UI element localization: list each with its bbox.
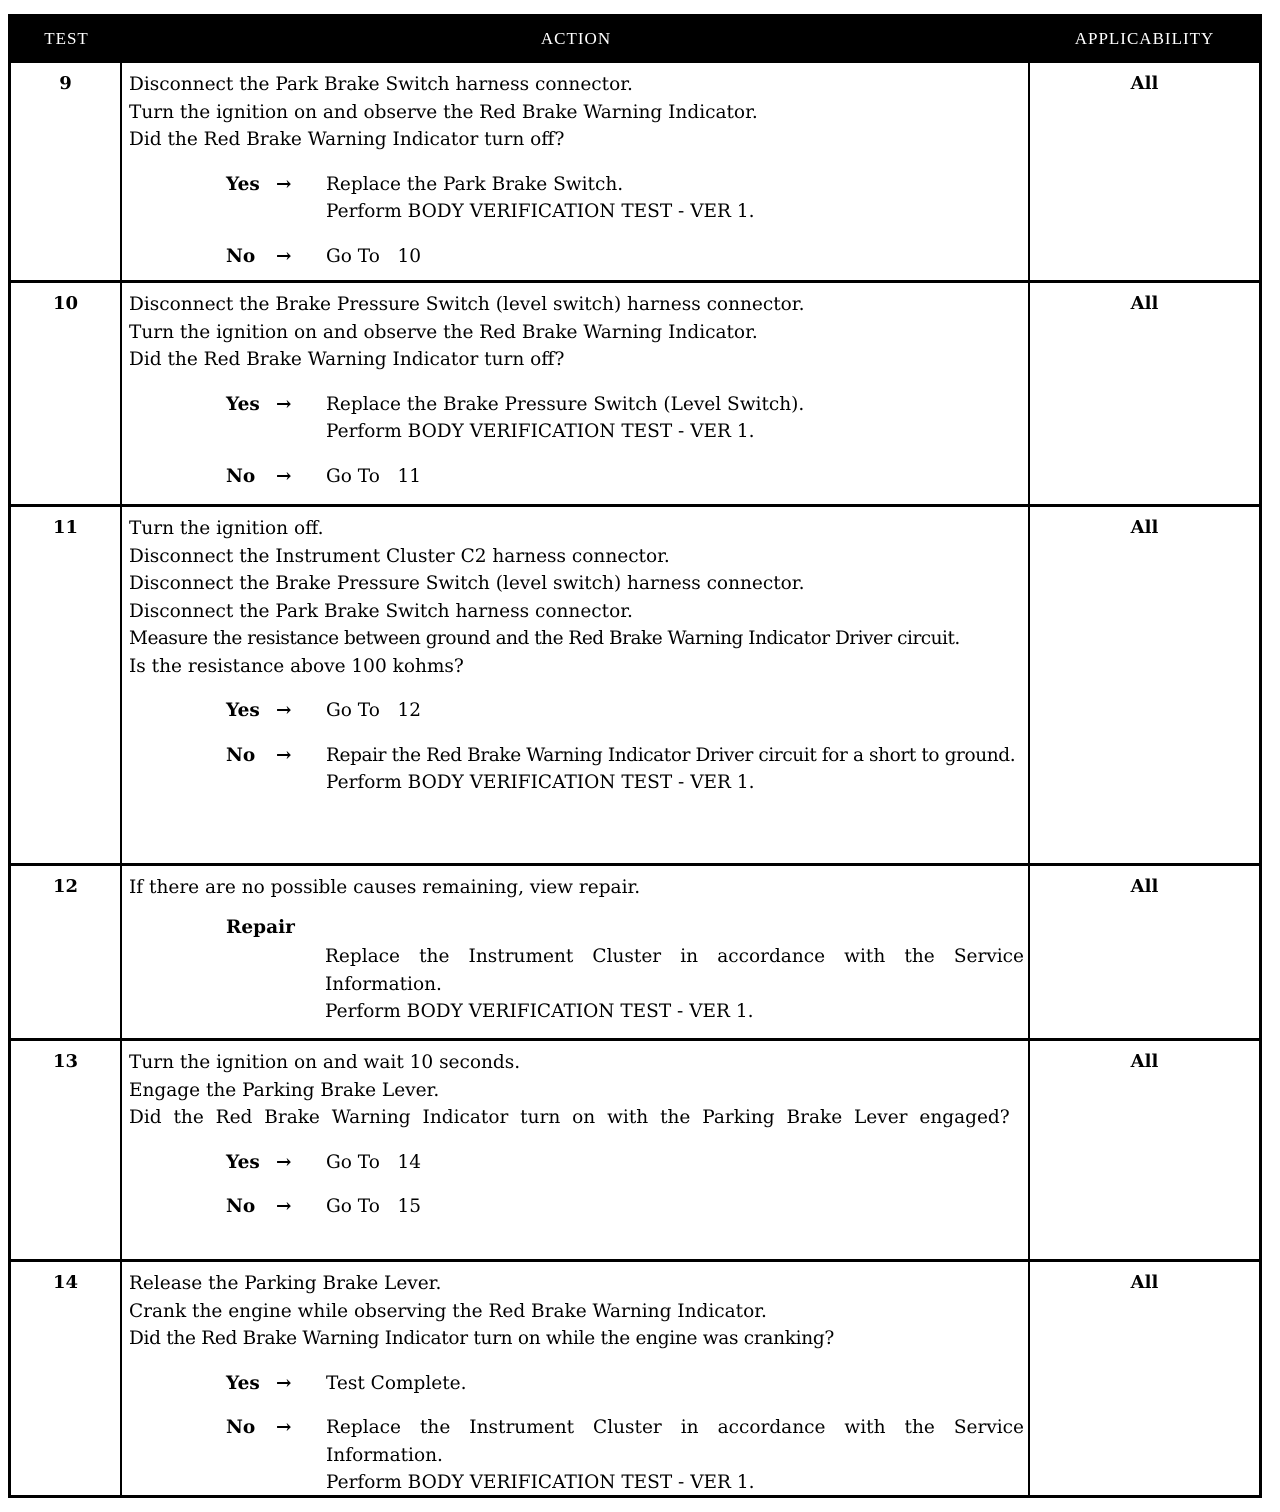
- yes-branch: [129, 697, 1024, 725]
- diagnostic-test-table: [8, 14, 1262, 1498]
- applicability: All: [1130, 1051, 1159, 1072]
- yes-label: Yes: [226, 700, 260, 721]
- no-text: Go To 15: [326, 1196, 422, 1217]
- test-row-10: [11, 280, 1259, 504]
- arrow-icon: →: [276, 465, 292, 487]
- action-cell: [122, 507, 1030, 863]
- step-text: Release the Parking Brake Lever.: [129, 1273, 442, 1294]
- step-text: Turn the ignition on and wait 10 seconds.: [129, 1052, 521, 1073]
- action-cell: [122, 283, 1030, 504]
- no-label: No: [226, 1417, 256, 1438]
- yes-branch: [129, 171, 1024, 226]
- test-number: 9: [11, 63, 122, 280]
- yes-label: Yes: [226, 393, 260, 415]
- no-branch: [129, 742, 1024, 797]
- no-label: No: [226, 245, 256, 267]
- yes-text: Perform BODY VERIFICATION TEST - VER 1.: [326, 421, 755, 442]
- arrow-icon: →: [276, 1417, 292, 1438]
- table-header: [11, 17, 1259, 60]
- arrow-icon: →: [276, 393, 292, 415]
- step-text: Turn the ignition on and observe the Red Brake Warning Indicator.: [129, 101, 758, 123]
- yes-text: Perform BODY VERIFICATION TEST - VER 1.: [326, 201, 755, 222]
- test-row-11: [11, 504, 1259, 863]
- yes-branch: [129, 1149, 1024, 1177]
- repair-text: Replace the Instrument Cluster in accordance with the Service Information.: [325, 946, 1024, 995]
- test-row-14: [11, 1259, 1259, 1495]
- step-text: Turn the ignition on and observe the Red Brake Warning Indicator.: [129, 321, 758, 343]
- arrow-icon: →: [276, 1372, 292, 1394]
- step-text: Is the resistance above 100 kohms?: [129, 655, 464, 677]
- no-text: Go To 11: [326, 465, 422, 487]
- arrow-icon: →: [276, 1196, 292, 1217]
- no-branch: [129, 1193, 1024, 1221]
- repair-text: Perform BODY VERIFICATION TEST - VER 1.: [325, 1001, 754, 1022]
- yes-label: Yes: [226, 1372, 260, 1394]
- step-text: Disconnect the Park Brake Switch harness connector.: [129, 74, 633, 95]
- test-number: 12: [11, 866, 122, 1038]
- yes-text: Replace the Park Brake Switch.: [326, 173, 624, 195]
- step-text: Did the Red Brake Warning Indicator turn off?: [129, 129, 565, 150]
- step-text: Disconnect the Instrument Cluster C2 harness connector.: [129, 545, 670, 567]
- arrow-icon: →: [276, 744, 292, 766]
- no-branch: [129, 463, 1024, 491]
- yes-branch: [129, 391, 1024, 446]
- yes-label: Yes: [226, 1151, 260, 1173]
- arrow-icon: →: [276, 1151, 292, 1173]
- repair-label: Repair: [226, 916, 295, 938]
- action-cell: [122, 1262, 1030, 1495]
- step-text: Disconnect the Park Brake Switch harness connector.: [129, 600, 633, 622]
- test-number: 11: [11, 507, 122, 863]
- step-text: Turn the ignition off.: [129, 518, 324, 539]
- test-row-9: [11, 60, 1259, 280]
- applicability: All: [1130, 1272, 1159, 1293]
- step-text: Disconnect the Brake Pressure Switch (level switch) harness connector.: [129, 294, 805, 315]
- no-text: Go To 10: [326, 245, 422, 267]
- step-text: Measure the resistance between ground and the Red Brake Warning Indicator Driver circuit.: [129, 628, 960, 649]
- repair-text-block: [325, 943, 1024, 1026]
- step-text: Did the Red Brake Warning Indicator turn on with the Parking Brake Lever engaged?: [129, 1107, 1010, 1128]
- test-number: 10: [11, 283, 122, 504]
- step-text: Did the Red Brake Warning Indicator turn off?: [129, 349, 565, 370]
- action-cell: [122, 866, 1030, 1038]
- header-test: TEST: [44, 28, 89, 48]
- no-branch: [129, 243, 1024, 271]
- arrow-icon: →: [276, 173, 292, 195]
- test-number: 14: [11, 1262, 122, 1495]
- test-number: 13: [11, 1041, 122, 1259]
- step-text: Crank the engine while observing the Red Brake Warning Indicator.: [129, 1300, 767, 1322]
- no-label: No: [226, 1196, 256, 1217]
- applicability: All: [1130, 517, 1159, 538]
- no-branch: [129, 1414, 1024, 1497]
- yes-text: Go To 12: [326, 700, 422, 721]
- yes-text: Test Complete.: [326, 1372, 467, 1394]
- no-label: No: [226, 465, 256, 487]
- step-text: Engage the Parking Brake Lever.: [129, 1079, 440, 1101]
- applicability: All: [1130, 876, 1159, 897]
- no-text: Perform BODY VERIFICATION TEST - VER 1.: [326, 1472, 755, 1493]
- header-action: ACTION: [540, 28, 612, 48]
- test-row-12: [11, 863, 1259, 1038]
- header-applicability: APPLICABILITY: [1074, 28, 1215, 48]
- no-text: Replace the Instrument Cluster in accordance with the Service Information.: [326, 1417, 1024, 1466]
- step-text: Did the Red Brake Warning Indicator turn on while the engine was cranking?: [129, 1328, 835, 1349]
- applicability: All: [1130, 293, 1159, 314]
- no-label: No: [226, 744, 256, 766]
- yes-branch: [129, 1370, 1024, 1398]
- step-text: Disconnect the Brake Pressure Switch (level switch) harness connector.: [129, 573, 805, 594]
- arrow-icon: →: [276, 700, 292, 721]
- no-text: Perform BODY VERIFICATION TEST - VER 1.: [326, 772, 755, 793]
- yes-label: Yes: [226, 173, 260, 195]
- yes-text: Go To 14: [326, 1151, 422, 1173]
- step-text: If there are no possible causes remaining, view repair.: [129, 877, 641, 898]
- action-cell: [122, 1041, 1030, 1259]
- no-text: Repair the Red Brake Warning Indicator Driver circuit for a short to ground.: [326, 744, 1016, 766]
- yes-text: Replace the Brake Pressure Switch (Level Switch).: [326, 393, 805, 415]
- test-row-13: [11, 1038, 1259, 1259]
- action-cell: [122, 63, 1030, 280]
- arrow-icon: →: [276, 245, 292, 267]
- applicability: All: [1130, 73, 1159, 94]
